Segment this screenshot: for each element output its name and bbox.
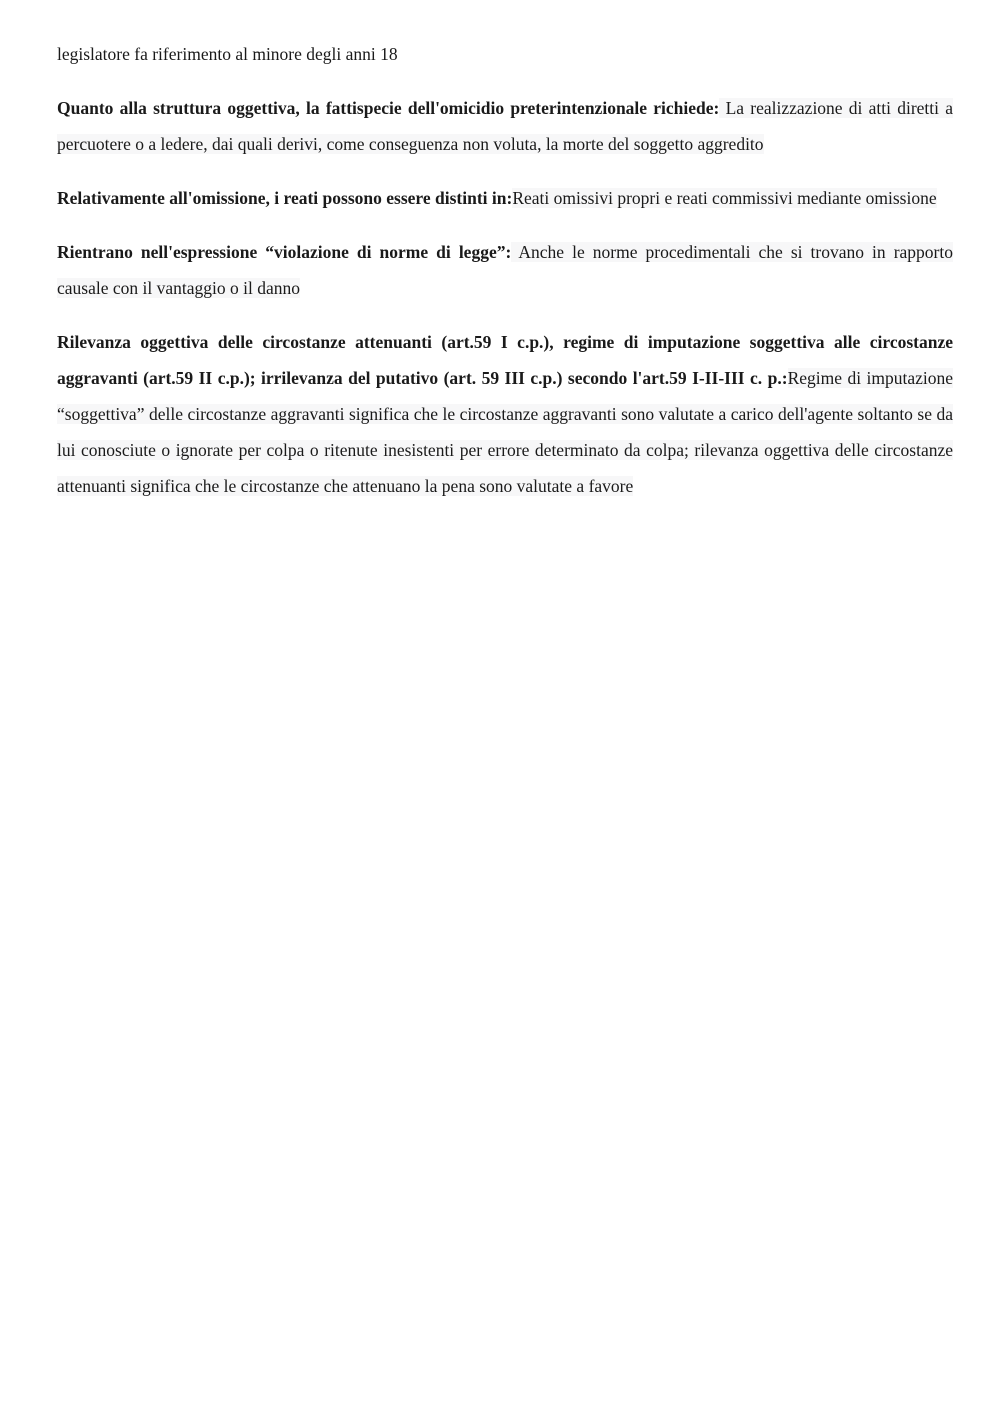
- answer-text: La realizzazione di atti diretti a percuotere o a ledere, dai quali derivi, come conseguenza non voluta, la morte del soggetto aggredito: [57, 98, 953, 154]
- continuation-line: [57, 36, 953, 72]
- continuation-text: legislatore fa riferimento al minore degli anni 18: [57, 44, 398, 64]
- qa-entry: [57, 180, 953, 216]
- answer-text: Anche le norme procedimentali che si trovano in rapporto causale con il vantaggio o il danno: [57, 242, 953, 298]
- document-page: [57, 36, 953, 522]
- question-text: Quanto alla struttura oggettiva, la fattispecie dell'omicidio preterintenzionale richiede:: [57, 98, 720, 118]
- question-text: Rientrano nell'espressione “violazione di norme di legge”:: [57, 242, 512, 262]
- qa-entry: [57, 90, 953, 162]
- question-text: Relativamente all'omissione, i reati possono essere distinti in:: [57, 188, 513, 208]
- answer-text: Regime di imputazione “soggettiva” delle circostanze aggravanti significa che le circostanze aggravanti sono valutate a carico dell'agente soltanto se da lui conosciute o ignorate per colpa o ritenute inesistenti per errore determinato da colpa; rilevanza oggettiva delle circostanze attenuanti significa che le circostanze che attenuano la pena sono valutate a favore: [57, 368, 953, 496]
- qa-entry: [57, 324, 953, 504]
- answer-text: Reati omissivi propri e reati commissivi mediante omissione: [512, 188, 937, 208]
- question-text: Rilevanza oggettiva delle circostanze attenuanti (art.59 I c.p.), regime di imputazione soggettiva alle circostanze aggravanti (art.59 II c.p.); irrilevanza del putativo (art. 59 III c.p.) secondo l'art.59 I-II-III c. p.:: [57, 332, 953, 388]
- qa-entry: [57, 234, 953, 306]
